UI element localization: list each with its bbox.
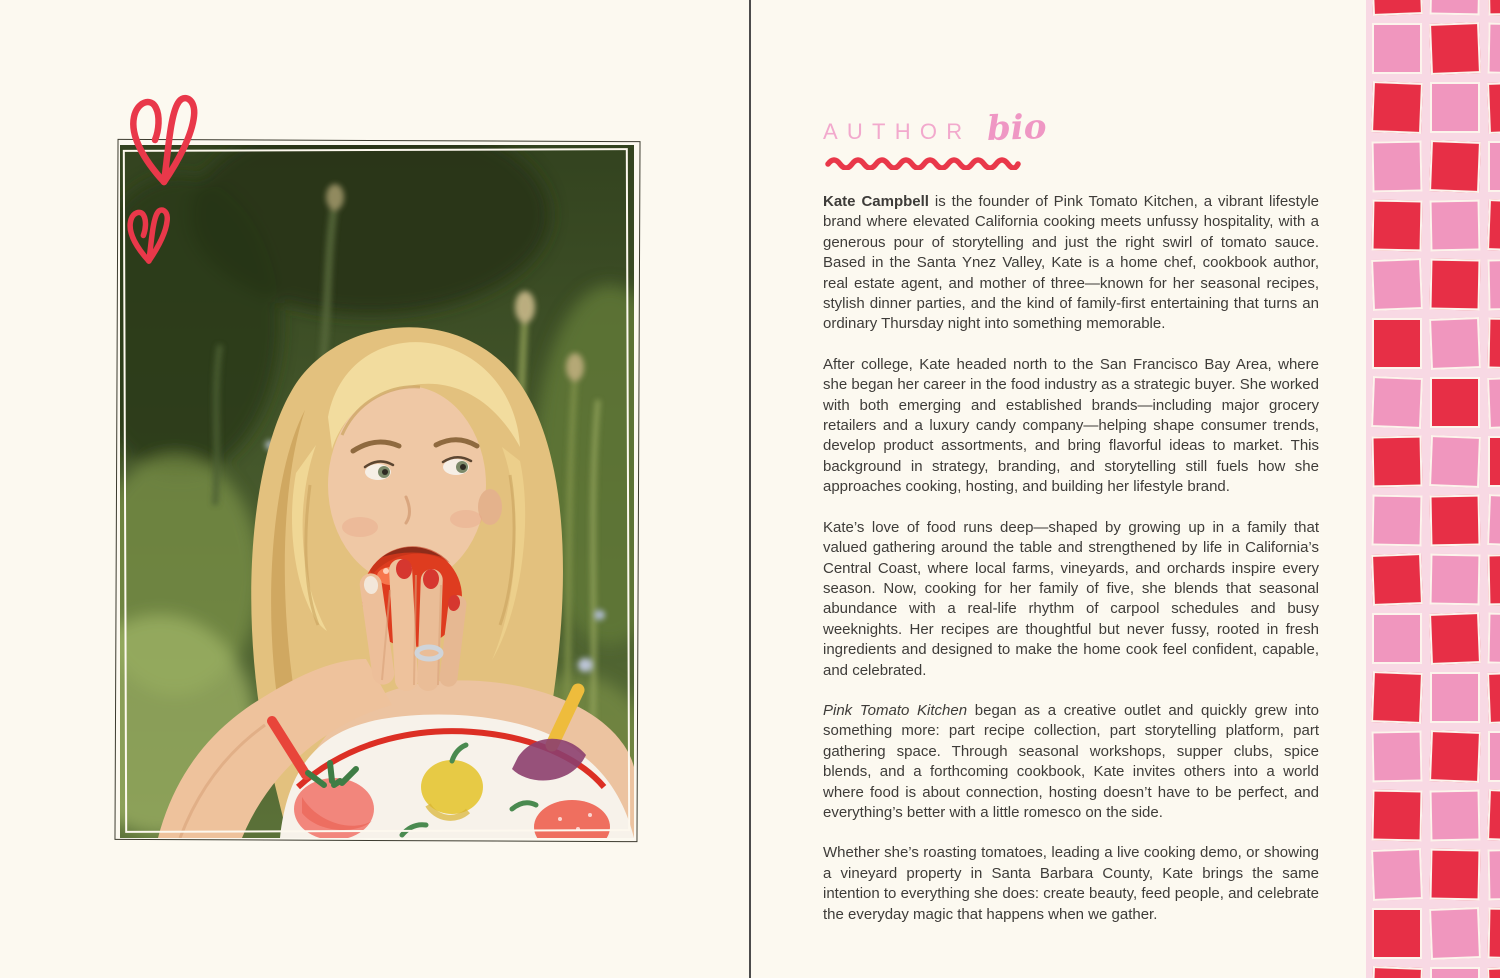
bio-paragraph: Kate Campbell is the founder of Pink Tomato Kitchen, a vibrant lifestyle brand where elevated California cooking meets unfussy hospitality, with a generous pour of storytelling and just the right swirl of tomato sauce. Based in the Santa Ynez Valley, Kate is a home chef, cookbook author, real estate agent, and mother of three—known for her seasonal recipes, stylish dinner parties, and the kind of family-first entertaining that turns an ordinary Thursday night into something memorable. bbox=[823, 193, 1320, 333]
mosaic-tile bbox=[1372, 141, 1423, 193]
mosaic-tile bbox=[1488, 731, 1500, 782]
mosaic-tile bbox=[1488, 0, 1500, 15]
mosaic-tile bbox=[1372, 436, 1423, 488]
bio-paragraph: Kate’s love of food runs deep—shaped by growing up in a family that valued gathering around the table and strengthened by life in California’s Central Coast, where local farms, vineyards, and orchards inspire every season. Now, cooking for her family of five, she blends that seasonal abundance with a real-life rhythm of carpool schedules and busy weeknights. Her recipes are thoughtful but never fussy, rooted in fresh ingredients and designed to make the home cook feel confident, capable, and celebrated. bbox=[823, 518, 1319, 679]
heart-small-icon bbox=[124, 205, 170, 269]
mosaic-tile bbox=[1430, 849, 1481, 901]
mosaic-tile bbox=[1488, 436, 1500, 487]
mosaic-tile bbox=[1429, 435, 1481, 488]
mosaic-tile bbox=[1430, 0, 1481, 15]
mosaic-tile bbox=[1488, 613, 1500, 665]
mosaic-tile bbox=[1487, 671, 1500, 724]
mosaic-tile bbox=[1371, 671, 1423, 724]
heading-caps: AUTHOR bbox=[823, 119, 972, 144]
mosaic-tile bbox=[1371, 848, 1423, 901]
mosaic-tile bbox=[1371, 81, 1423, 134]
mosaic-tile bbox=[1487, 199, 1500, 252]
photo-frame bbox=[120, 145, 634, 838]
mosaic-tile bbox=[1430, 377, 1480, 428]
heading-script: bio bbox=[986, 106, 1048, 150]
mosaic-tile bbox=[1371, 966, 1423, 978]
mosaic-tile bbox=[1372, 495, 1423, 547]
mosaic-tile bbox=[1430, 967, 1480, 978]
mosaic-tile bbox=[1372, 790, 1423, 842]
left-page bbox=[0, 0, 749, 978]
mosaic-tile bbox=[1371, 376, 1423, 429]
mosaic-tile bbox=[1430, 554, 1481, 606]
heart-large-icon bbox=[122, 90, 200, 195]
mosaic-tile bbox=[1372, 318, 1422, 369]
mosaic-tile bbox=[1429, 907, 1481, 960]
mosaic-tile bbox=[1372, 23, 1422, 74]
mosaic-tile bbox=[1371, 0, 1423, 16]
mosaic-tile bbox=[1372, 731, 1423, 783]
page-title bbox=[823, 108, 1319, 148]
right-page bbox=[751, 0, 1500, 978]
mosaic-tile bbox=[1487, 494, 1500, 547]
mosaic-tile bbox=[1371, 258, 1423, 311]
squiggle-underline-icon bbox=[825, 154, 1021, 170]
mosaic-tile bbox=[1429, 317, 1481, 370]
mosaic-tile bbox=[1487, 376, 1500, 429]
mosaic-tile bbox=[1430, 259, 1481, 311]
mosaic-tile bbox=[1488, 259, 1500, 311]
mosaic-tile bbox=[1430, 495, 1481, 547]
mosaic-tile bbox=[1488, 849, 1500, 901]
mosaic-tile bbox=[1372, 908, 1422, 959]
author-photo bbox=[120, 145, 634, 838]
mosaic-tile bbox=[1429, 140, 1481, 193]
mosaic-tile bbox=[1371, 553, 1423, 606]
mosaic-tile bbox=[1429, 22, 1481, 75]
mosaic-tile bbox=[1488, 141, 1500, 192]
bio-content bbox=[823, 108, 1319, 945]
mosaic-tile bbox=[1430, 672, 1480, 723]
mosaic-tile bbox=[1488, 23, 1500, 75]
mosaic-pattern bbox=[1366, 0, 1500, 978]
mosaic-tile bbox=[1430, 790, 1481, 842]
bio-paragraph: After college, Kate headed north to the San Francisco Bay Area, where she began her career in the food industry as a strategic buyer. She worked with both emerging and established brands—including major grocery retailers and a luxury candy company—helping shape consumer trends, develop product assortments, and bring flavorful ideas to market. This background in strategy, branding, and storytelling still fuels how she approaches cooking, hosting, and building her lifestyle brand. bbox=[823, 355, 1319, 496]
mosaic-tile bbox=[1430, 200, 1481, 252]
mosaic-tile bbox=[1372, 200, 1423, 252]
mosaic-tile bbox=[1429, 612, 1481, 665]
mosaic-tile bbox=[1372, 613, 1422, 664]
mosaic-tile bbox=[1488, 908, 1500, 960]
mosaic-tile bbox=[1487, 966, 1500, 978]
mosaic-tile bbox=[1488, 554, 1500, 606]
mosaic-tile bbox=[1487, 789, 1500, 842]
bio-paragraph: Whether she’s roasting tomatoes, leading a live cooking demo, or showing a vineyard property in Santa Barbara County, Kate brings the same intention to everything she does: create beauty, feed people, and celebrate the everyday magic that happens when we gather. bbox=[823, 844, 1319, 923]
bio-paragraph: Pink Tomato Kitchen began as a creative outlet and quickly grew into something more: part recipe collection, part storytelling platform, part gathering space. Through seasonal workshops, supper clubs, spice blends, and a forthcoming cookbook, Kate invites others into a world where food is about connection, hosting doesn’t have to be perfect, and everything’s better with a little romesco on the side. bbox=[823, 701, 1319, 821]
mosaic-tile bbox=[1430, 82, 1480, 133]
mosaic-tile bbox=[1429, 730, 1481, 783]
bio-text bbox=[823, 192, 1319, 925]
mosaic-tile bbox=[1487, 81, 1500, 134]
mosaic-tile bbox=[1488, 318, 1500, 370]
